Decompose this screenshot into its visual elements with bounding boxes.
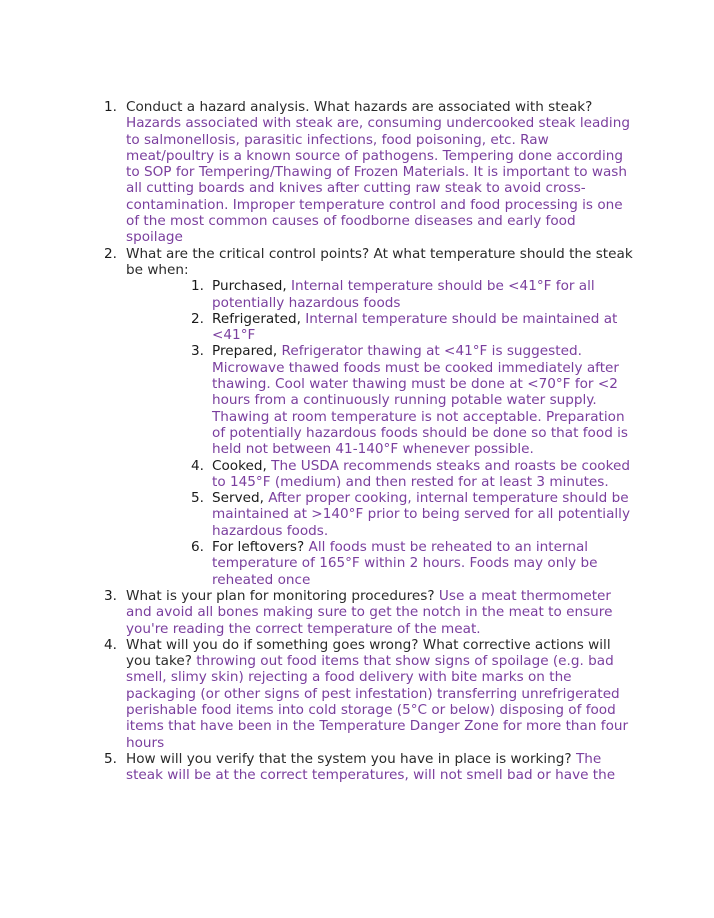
sub-list-item [191,310,636,344]
item-number: 5. [104,750,117,767]
sub-item-answer: Refrigerator thawing at <41°F is suggested. Microwave thawed foods must be cooked immediately after thawing. Cool water thawing must be done at <70°F for <2 hours from a continuously running potable water supply. Thawing at room temperature is not acceptable. Preparation of potentially hazardous foods should be done so that food is held not between 41-140°F whenever possible. [212,343,629,458]
answer-text: throwing out food items that show signs of spoilage (e.g. bad smell, slimy skin) rejecting a food delivery with bite marks on the packaging (or other signs of pest infestation) transferring unrefrigerated perishable food items into cold storage (5°C or below) disposing of food items that have been in the Temperature Danger Zone for more than four hours [126,653,629,751]
list-item [104,587,636,637]
sub-item-label: Purchased, [212,278,287,295]
list-item [104,245,636,588]
list-item [104,750,636,784]
item-number: 1. [104,99,117,115]
sub-list-item [191,278,636,311]
question-text: What is your plan for monitoring procedures? [126,587,435,604]
list-item [104,99,636,246]
item-number: 2. [104,245,117,262]
temperature-sub-list [191,278,636,588]
answer-text: The steak will be at the correct temperatures, will not smell bad or have the [126,750,616,784]
sub-list-item [191,457,636,491]
sub-list-item [191,490,636,539]
haccp-question-list [104,99,636,784]
list-item [104,636,636,751]
sub-item-number: 4. [191,457,204,474]
sub-item-answer: The USDA recommends steaks and roasts be cooked to 145°F (medium) and then rested for at least 3 minutes. [212,457,630,490]
sub-item-label: Served, [212,490,264,507]
sub-item-number: 1. [191,278,204,295]
sub-item-number: 6. [191,539,204,556]
sub-item-number: 3. [191,343,204,360]
sub-list-item [191,539,636,588]
sub-item-answer: Internal temperature should be <41°F for all potentially hazardous foods [212,278,595,311]
sub-item-label: Cooked, [212,457,267,474]
question-text: How will you verify that the system you have in place is working? [126,750,572,767]
sub-item-answer: All foods must be reheated to an internal temperature of 165°F within 2 hours. Foods may only be reheated once [212,539,598,588]
sub-item-answer: After proper cooking, internal temperature should be maintained at >140°F prior to being served for all potentially hazardous foods. [212,490,631,539]
sub-item-label: Refrigerated, [212,310,301,327]
sub-item-answer: Internal temperature should be maintained at <41°F [212,310,618,344]
item-number: 4. [104,636,117,653]
item-number: 3. [104,587,117,604]
answer-text: Hazards associated with steak are, consuming undercooked steak leading to salmonellosis, parasitic infections, food poisoning, etc. Raw meat/poultry is a known source of pathogens. Tempering done according to SOP for Tempering/Thawing of Frozen Materials. It is important to wash all cutting boards and knives after cutting raw steak to avoid cross-contamination. Improper temperature control and food processing is one of the most common causes of foodborne diseases and early food spoilage [126,115,630,246]
answer-text: Use a meat thermometer and avoid all bones making sure to get the notch in the meat to ensure you're reading the correct temperature of the meat. [126,587,613,637]
sub-item-label: Prepared, [212,343,278,360]
sub-item-number: 5. [191,490,204,507]
sub-item-label: For leftovers? [212,539,305,556]
sub-item-number: 2. [191,310,204,327]
sub-list-item [191,343,636,458]
question-text: Conduct a hazard analysis. What hazards are associated with steak? [126,99,593,115]
question-text: What will you do if something goes wrong? What corrective actions will you take? [126,636,611,670]
question-text: What are the critical control points? At what temperature should the steak be when: [126,245,633,278]
